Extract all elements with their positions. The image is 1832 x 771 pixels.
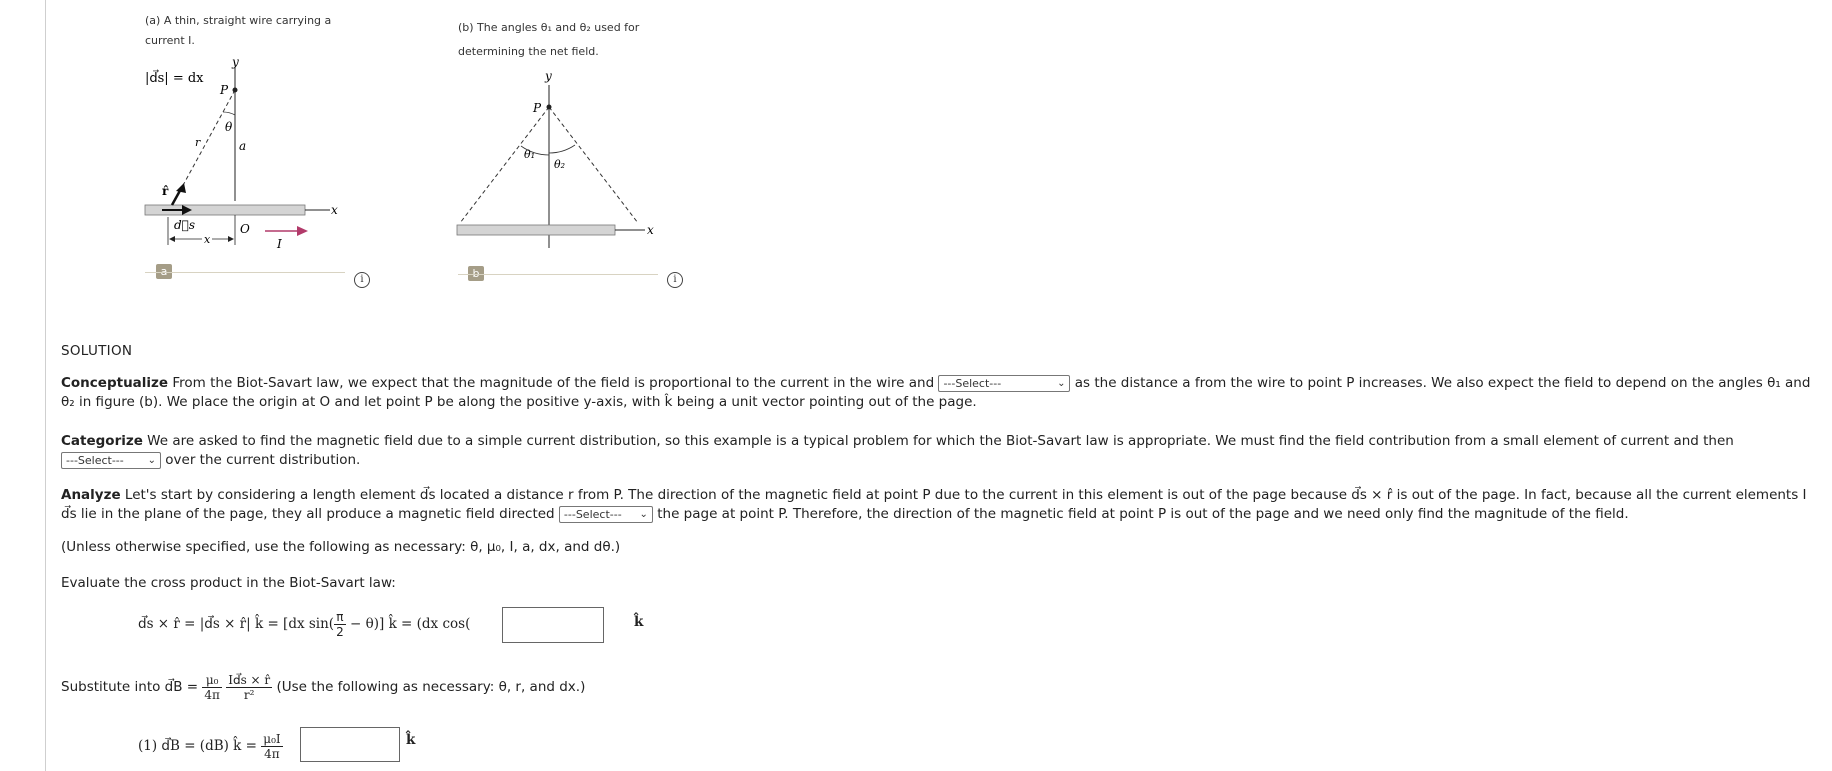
theta1-label: θ₁ [524, 148, 536, 161]
pi-numerator: π [334, 610, 346, 625]
conceptualize-text-after: as the distance a from the wire to point P increases. We also expect the field to depend on the angles θ₁ and θ₂ in figure (b). We place the origin at O and let point P be along the positive y-axis, with k̂ being a unit vector pointing out of the page. [61, 375, 1811, 410]
mu-over-fourpi-fraction [202, 673, 222, 702]
categorize-select-value: ---Select--- [66, 453, 124, 467]
figure-b-caption-line2: determining the net field. [458, 45, 599, 58]
categorize-text-before: We are asked to find the magnetic field due to a simple current distribution, so this example is a typical problem for which the Biot-Savart law is appropriate. We must find the field contribution from a small element of current and then [142, 433, 1734, 449]
ds-label: d⃗s [174, 218, 196, 232]
db-equation [138, 726, 283, 766]
eq2-fourpi-denominator: 4π [264, 746, 280, 761]
evaluate-text: Evaluate the cross product in the Biot-Savart law: [61, 575, 396, 591]
conceptualize-text-before: From the Biot-Savart law, we expect that the magnitude of the field is proportional to the current in the wire and [168, 375, 939, 391]
figure-b-caption-line1: (b) The angles θ₁ and θ₂ used for [458, 21, 640, 34]
ids-over-r2-fraction [226, 673, 272, 702]
conceptualize-label: Conceptualize [61, 375, 169, 391]
rhat-label: r̂ [162, 184, 169, 198]
point-p-label-b: P [533, 101, 542, 115]
categorize-text-after: over the current distribution. [161, 452, 361, 468]
eq2-label: (1) d⃗B = (dB) k̂ = [138, 738, 262, 754]
x-axis-label: x [331, 203, 338, 217]
chevron-down-icon: ⌄ [147, 454, 156, 466]
x-axis-label-b: x [647, 223, 654, 237]
pi-over-two-fraction [334, 610, 346, 639]
substitute-note: (Use the following as necessary: θ, r, and dx.) [272, 679, 586, 695]
analyze-paragraph [61, 486, 1823, 524]
ds-equals-dx-label: |d⃗s| = dx [145, 71, 204, 86]
conceptualize-select[interactable] [938, 375, 1070, 392]
eq1-mid2: − θ)] k̂ = (dx cos( [345, 616, 471, 632]
figure-a-caption-line1: (a) A thin, straight wire carrying a [145, 14, 332, 27]
eq1-mid: [dx sin( [283, 616, 335, 632]
r2-denominator: r² [243, 687, 255, 702]
y-axis-label-b: y [545, 69, 552, 83]
left-rule [45, 0, 46, 771]
db-answer-input[interactable] [300, 727, 400, 762]
distance-a-label: a [239, 139, 247, 153]
substitute-text: Substitute into d⃗B = [61, 679, 203, 695]
figure-b-caption [458, 16, 639, 64]
theta-label: θ [225, 120, 233, 134]
figure-a-caption-line2: current I. [145, 34, 195, 47]
figure-b-diagram [455, 65, 670, 255]
categorize-paragraph [61, 432, 1823, 470]
conceptualize-select-value: ---Select--- [943, 376, 1002, 390]
point-p-label: P [220, 83, 229, 97]
y-axis-label: y [232, 55, 239, 69]
categorize-select[interactable] [61, 452, 161, 469]
eq2-khat: k̂ [406, 732, 416, 748]
substitute-line [61, 666, 585, 708]
r-label: r [195, 136, 201, 149]
analyze-select-value: ---Select--- [563, 507, 622, 521]
analyze-text-after: the page at point P. Therefore, the direction of the magnetic field at point P is out of the page and we need only find the magnitude of the field. [652, 506, 1629, 522]
chevron-down-icon: ⌄ [1057, 377, 1066, 389]
two-denominator: 2 [336, 624, 344, 639]
analyze-label: Analyze [61, 487, 121, 503]
figure-b-caption-line [458, 274, 658, 275]
figure-b-info-icon[interactable]: i [667, 272, 683, 288]
theta2-label: θ₂ [554, 158, 566, 171]
solution-title: SOLUTION [61, 343, 133, 359]
chevron-down-icon: ⌄ [639, 508, 648, 520]
figure-a-caption-line [145, 272, 345, 273]
eq1-khat: k̂ [634, 614, 644, 630]
dimension-x-label: x [204, 233, 211, 246]
eq1-lhs: d⃗s × r̂ = |d⃗s × r̂| k̂ = [138, 616, 284, 632]
figure-a-diagram [140, 55, 370, 255]
conceptualize-paragraph [61, 374, 1823, 412]
origin-o-label: O [240, 222, 250, 236]
mu0-numerator: μ₀ [202, 673, 222, 688]
fourpi-denominator: 4π [204, 687, 220, 702]
current-i-label: I [277, 237, 282, 251]
analyze-select[interactable] [559, 506, 653, 523]
mu0i-over-fourpi-fraction [261, 732, 282, 761]
analyze-text-before: Let's start by considering a length element d⃗s located a distance r from P. The direction of the magnetic field at point P due to the current in this element is out of the page because d⃗s × r̂ is out of the page. In fact, because all the current elements I d⃗s lie in the plane of the page, they all produce a magnetic field directed [61, 487, 1807, 522]
mu0i-numerator: μ₀I [263, 731, 281, 746]
unless-note: (Unless otherwise specified, use the following as necessary: θ, μ₀, I, a, dx, and dθ.) [61, 539, 621, 555]
cross-product-answer-input[interactable] [502, 607, 604, 643]
categorize-label: Categorize [61, 433, 143, 449]
figure-a-caption [145, 11, 331, 51]
figure-a-info-icon[interactable]: i [354, 272, 370, 288]
ids-numerator: Id⃗s × r̂ [228, 672, 271, 687]
